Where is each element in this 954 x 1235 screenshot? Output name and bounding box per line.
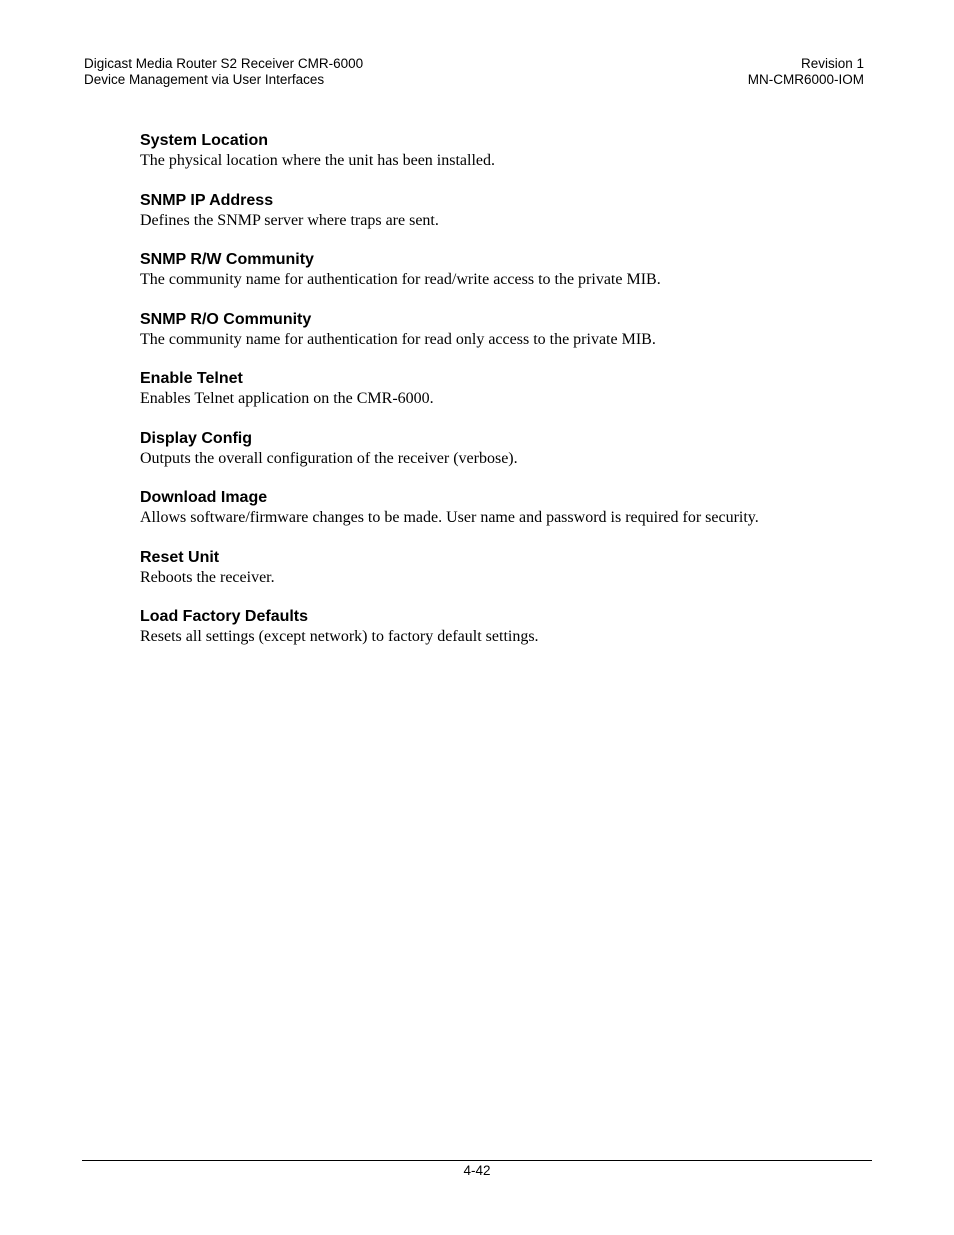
entry-description: The community name for authentication for read only access to the private MIB. (140, 330, 656, 348)
entry-download-image (140, 488, 860, 528)
entry-load-factory-defaults (140, 607, 860, 647)
entry-title: SNMP IP Address (140, 191, 274, 209)
entry-enable-telnet (140, 369, 860, 409)
entry-description: Allows software/firmware changes to be made. User name and password is required for security. (140, 509, 759, 526)
chapter-title: Device Management via User Interfaces (84, 72, 325, 87)
entry-snmp-rw-community (140, 250, 860, 290)
entry-reset-unit (140, 548, 860, 588)
page-number: 4-42 (463, 1163, 491, 1178)
document-title: Digicast Media Router S2 Receiver CMR-6000 (84, 56, 364, 71)
entry-description: Reboots the receiver. (140, 568, 275, 586)
entry-description: Enables Telnet application on the CMR-6000. (140, 390, 434, 407)
document-number: MN-CMR6000-IOM (747, 72, 864, 87)
header-right (748, 56, 864, 88)
entry-description: Outputs the overall configuration of the receiver (verbose). (140, 449, 518, 467)
entry-title: System Location (140, 132, 269, 149)
entry-snmp-ro-community (140, 310, 860, 350)
revision-label: Revision 1 (800, 56, 864, 71)
entry-description: Resets all settings (except network) to factory default settings. (140, 628, 539, 645)
entry-display-config (140, 429, 860, 469)
entry-title: Reset Unit (140, 548, 220, 566)
entry-title: SNMP R/O Community (140, 310, 312, 328)
entry-title: SNMP R/W Community (140, 251, 314, 268)
entry-title: Download Image (140, 489, 268, 506)
entry-title: Display Config (140, 429, 253, 447)
entry-title: Enable Telnet (140, 370, 243, 387)
main-content (140, 131, 860, 667)
entry-title: Load Factory Defaults (140, 608, 309, 625)
entry-description: The physical location where the unit has been installed. (140, 152, 495, 169)
entry-description: Defines the SNMP server where traps are sent. (140, 211, 439, 229)
header-left (84, 56, 363, 88)
footer-divider (82, 1160, 872, 1161)
entry-system-location (140, 131, 860, 171)
entry-description: The community name for authentication for read/write access to the private MIB. (140, 271, 661, 288)
entry-snmp-ip-address (140, 191, 860, 231)
